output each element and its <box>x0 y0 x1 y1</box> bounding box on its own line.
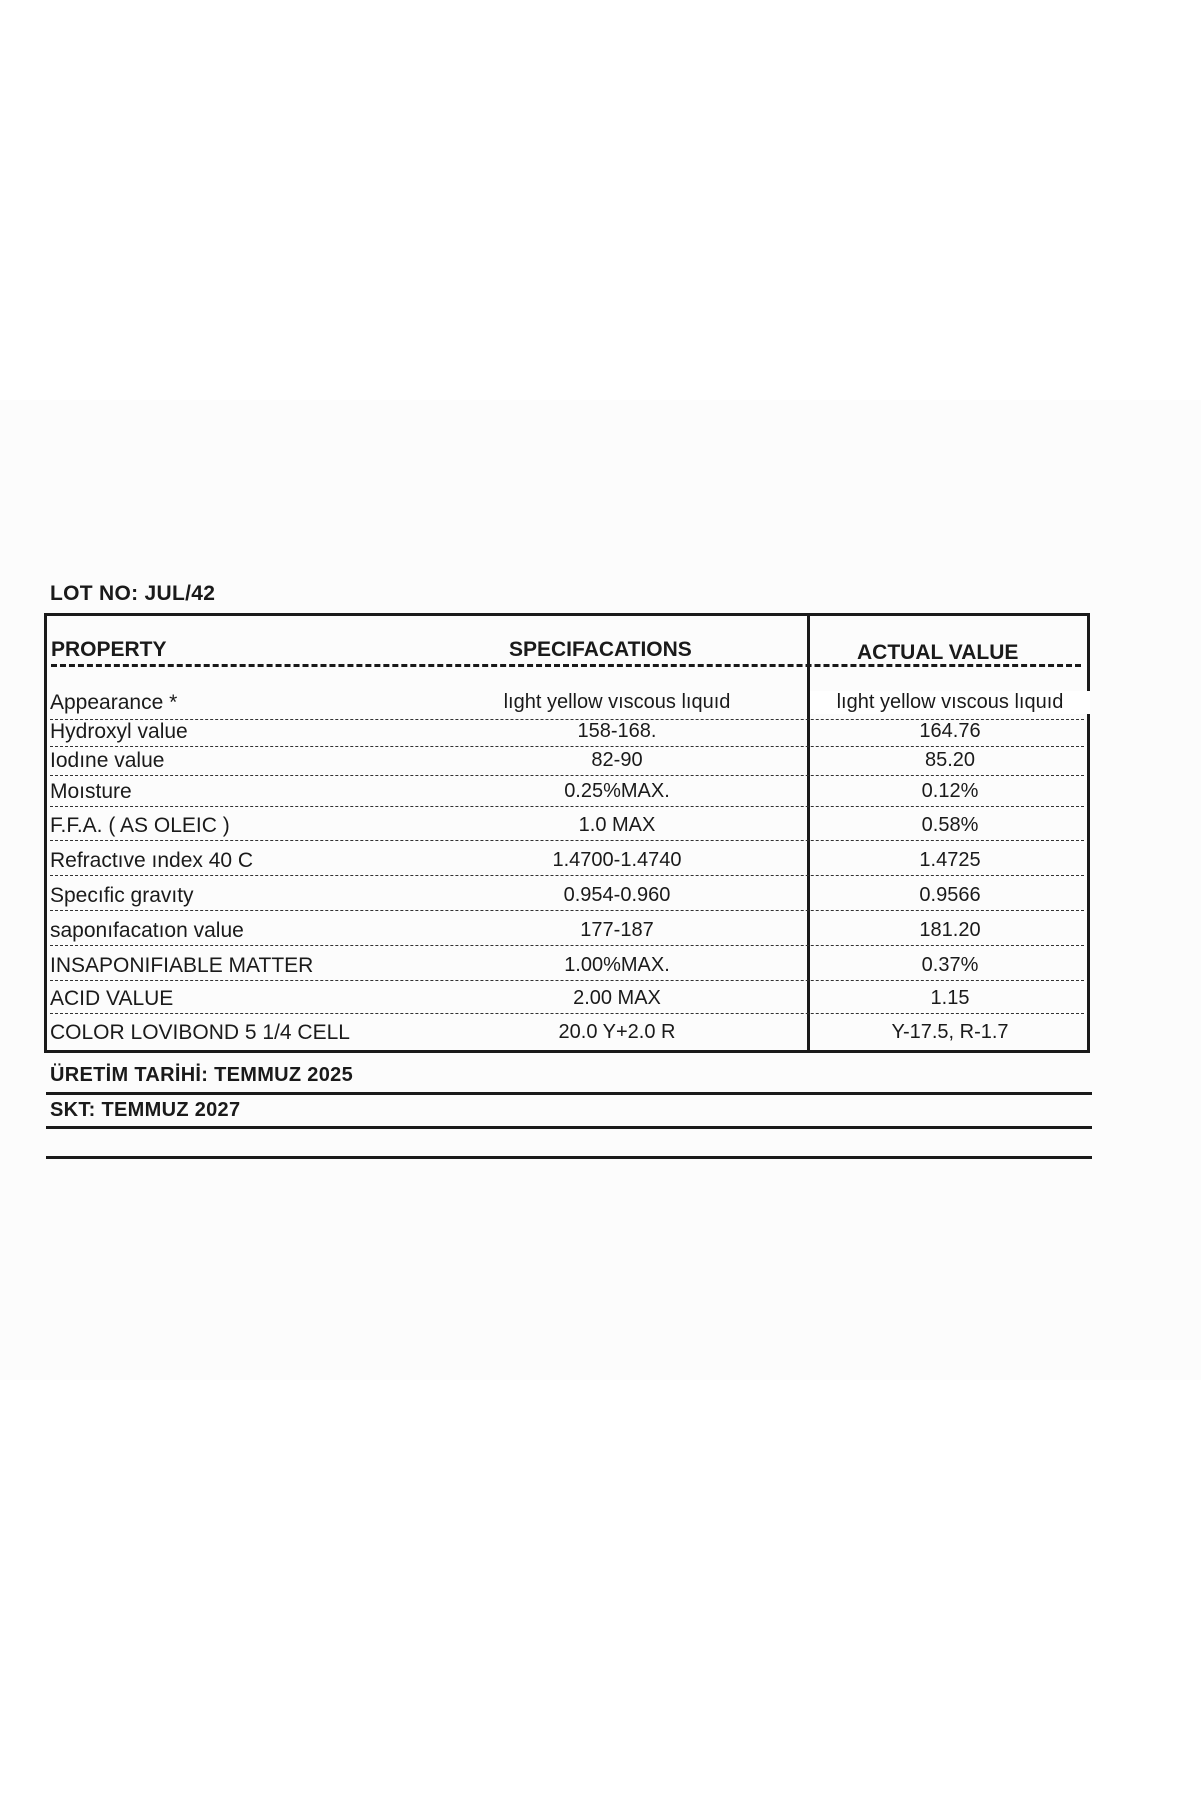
row-specification: 82-90 <box>591 749 643 771</box>
row-specification: lıght yellow vıscous lıquıd <box>503 691 731 713</box>
row-property: Hydroxyl value <box>50 720 188 743</box>
row-actual-value: 0.58% <box>921 814 979 836</box>
row-property: F.F.A. ( AS OLEIC ) <box>50 814 230 837</box>
row-dashed-divider <box>50 746 1084 747</box>
row-property: Iodıne value <box>50 749 165 772</box>
row-property: COLOR LOVIBOND 5 1/4 CELL <box>50 1021 350 1044</box>
row-specification: 20.0 Y+2.0 R <box>558 1021 676 1043</box>
row-actual-value: Y-17.5, R-1.7 <box>891 1021 1009 1043</box>
row-specification: 1.00%MAX. <box>564 954 670 976</box>
row-actual-value: lıght yellow vıscous lıquıd <box>810 691 1090 714</box>
header-property: PROPERTY <box>51 638 167 661</box>
header-actual-value: ACTUAL VALUE <box>857 641 1019 664</box>
row-property: Specıfic gravıty <box>50 884 194 907</box>
row-actual-value: 1.4725 <box>919 849 981 871</box>
row-actual-value: 0.12% <box>921 780 979 802</box>
row-dashed-divider <box>50 945 1084 946</box>
row-dashed-divider <box>50 875 1084 876</box>
row-specification: 1.0 MAX <box>578 814 656 836</box>
row-actual-value: 85.20 <box>924 749 976 771</box>
row-dashed-divider <box>50 980 1084 981</box>
row-specification: 177-187 <box>580 919 654 941</box>
header-dashed-divider <box>51 664 1081 667</box>
row-property: Refractıve ındex 40 C <box>50 849 254 872</box>
row-specification: 0.25%MAX. <box>564 780 670 802</box>
rule-line <box>46 1156 1092 1159</box>
row-actual-value: 0.37% <box>921 954 979 976</box>
row-specification: 1.4700-1.4740 <box>552 849 682 871</box>
header-specifications: SPECIFACATIONS <box>509 638 692 661</box>
row-property: ACID VALUE <box>50 987 174 1010</box>
row-actual-value: 0.9566 <box>919 884 981 906</box>
row-specification: 0.954-0.960 <box>563 884 671 906</box>
row-actual-value: 1.15 <box>930 987 970 1009</box>
production-date: ÜRETİM TARİHİ: TEMMUZ 2025 <box>50 1064 353 1086</box>
row-dashed-divider <box>50 910 1084 911</box>
row-dashed-divider <box>50 806 1084 807</box>
lot-number: LOT NO: JUL/42 <box>50 582 216 605</box>
row-actual-value: 164.76 <box>919 720 981 742</box>
row-property: Appearance * <box>50 691 178 714</box>
row-actual-value: 181.20 <box>919 919 981 941</box>
rule-line <box>46 1092 1092 1095</box>
row-property: Moısture <box>50 780 132 803</box>
row-property: INSAPONIFIABLE MATTER <box>50 954 314 977</box>
expiry-date: SKT: TEMMUZ 2027 <box>50 1099 241 1121</box>
row-dashed-divider <box>50 775 1084 776</box>
row-specification: 158-168. <box>577 720 657 742</box>
row-dashed-divider <box>50 840 1084 841</box>
rule-line <box>46 1126 1092 1129</box>
row-specification: 2.00 MAX <box>573 987 661 1009</box>
specification-table <box>44 613 1090 1053</box>
row-dashed-divider <box>50 1013 1084 1014</box>
row-property: saponıfacatıon value <box>50 919 244 942</box>
